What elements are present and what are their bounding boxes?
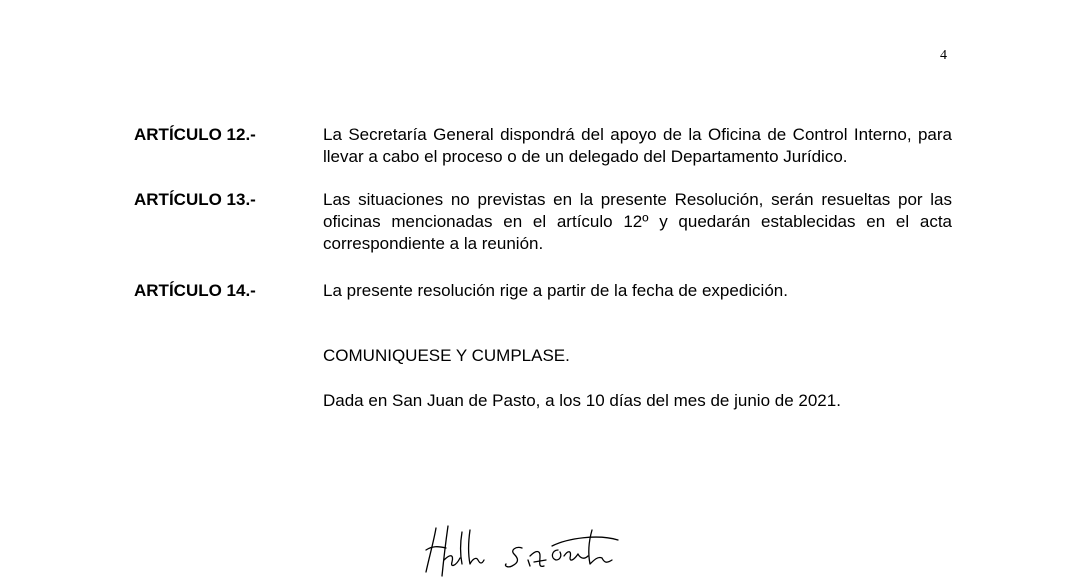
issue-date-line: Dada en San Juan de Pasto, a los 10 días del mes de junio de 2021.	[323, 391, 841, 410]
handwritten-signature-icon	[418, 520, 678, 580]
article-label: ARTÍCULO 13.-	[134, 190, 256, 209]
article-label: ARTÍCULO 12.-	[134, 125, 256, 144]
closing-formula: COMUNIQUESE Y CUMPLASE.	[323, 346, 570, 365]
article-label: ARTÍCULO 14.-	[134, 281, 256, 300]
page-number: 4	[940, 48, 947, 63]
article-text: La Secretaría General dispondrá del apoyo de la Oficina de Control Interno, para llevar a cabo el proceso o de un delegado del Departamento Jurídico.	[323, 125, 952, 166]
article-text: Las situaciones no previstas en la presente Resolución, serán resueltas por las oficinas mencionadas en el artículo 12º y quedarán establecidas en el acta correspondiente a la reunión.	[323, 190, 952, 253]
article-text: La presente resolución rige a partir de la fecha de expedición.	[323, 281, 788, 300]
